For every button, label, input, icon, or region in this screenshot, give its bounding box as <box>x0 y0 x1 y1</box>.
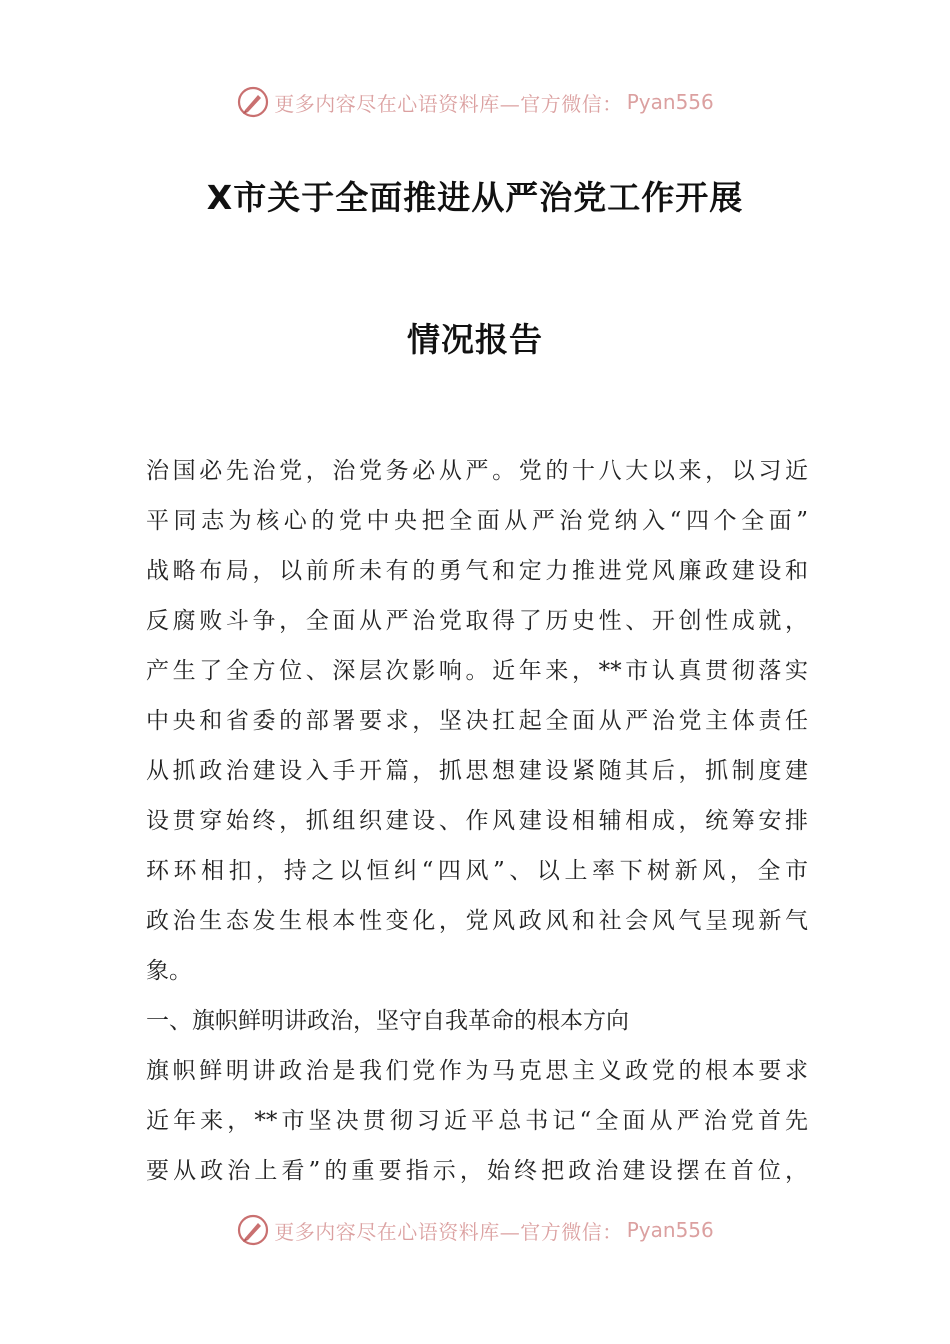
watermark-wechat-id: Pyan556 <box>626 90 714 114</box>
watermark-wechat-id: Pyan556 <box>626 1218 714 1242</box>
document-title-line2: 情况报告 <box>407 320 543 359</box>
document-body <box>146 446 808 1196</box>
document-title-line1: X市关于全面推进从严治党工作开展 <box>206 178 744 217</box>
body-line: 要从政治上看”的重要指示，始终把政治建设摆在首位， <box>146 1158 808 1184</box>
watermark-text: 更多内容尽在心语资料库—官方微信： <box>274 91 623 116</box>
watermark-footer <box>0 1210 950 1250</box>
body-line: 治国必先治党，治党务必从严。党的十八大以来，以习近 <box>146 458 808 484</box>
body-line: 象。 <box>146 958 192 984</box>
body-line: 中央和省委的部署要求，坚决扛起全面从严治党主体责任 <box>146 708 808 734</box>
body-line: 平同志为核心的党中央把全面从严治党纳入“四个全面” <box>146 508 808 534</box>
body-line: 政治生态发生根本性变化，党风政风和社会风气呈现新气 <box>146 908 808 934</box>
pen-logo-icon <box>236 85 270 119</box>
body-line: 近年来，**市坚决贯彻习近平总书记“全面从严治党首先 <box>146 1108 808 1134</box>
body-line: 战略布局，以前所未有的勇气和定力推进党风廉政建设和 <box>146 558 808 584</box>
body-line: 设贯穿始终，抓组织建设、作风建设相辅相成，统筹安排 <box>146 808 808 834</box>
body-line: 产生了全方位、深层次影响。近年来，**市认真贯彻落实 <box>146 658 808 684</box>
watermark-text: 更多内容尽在心语资料库—官方微信： <box>274 1219 623 1244</box>
body-line: 反腐败斗争，全面从严治党取得了历史性、开创性成就， <box>146 608 808 634</box>
body-line: 旗帜鲜明讲政治是我们党作为马克思主义政党的根本要求 <box>146 1058 808 1084</box>
pen-logo-icon <box>236 1213 270 1247</box>
body-line: 环环相扣，持之以恒纠“四风”、以上率下树新风，全市 <box>146 858 808 884</box>
body-line: 从抓政治建设入手开篇，抓思想建设紧随其后，抓制度建 <box>146 758 808 784</box>
section-heading: 一、旗帜鲜明讲政治，坚守自我革命的根本方向 <box>146 1008 629 1034</box>
watermark-header <box>0 82 950 122</box>
